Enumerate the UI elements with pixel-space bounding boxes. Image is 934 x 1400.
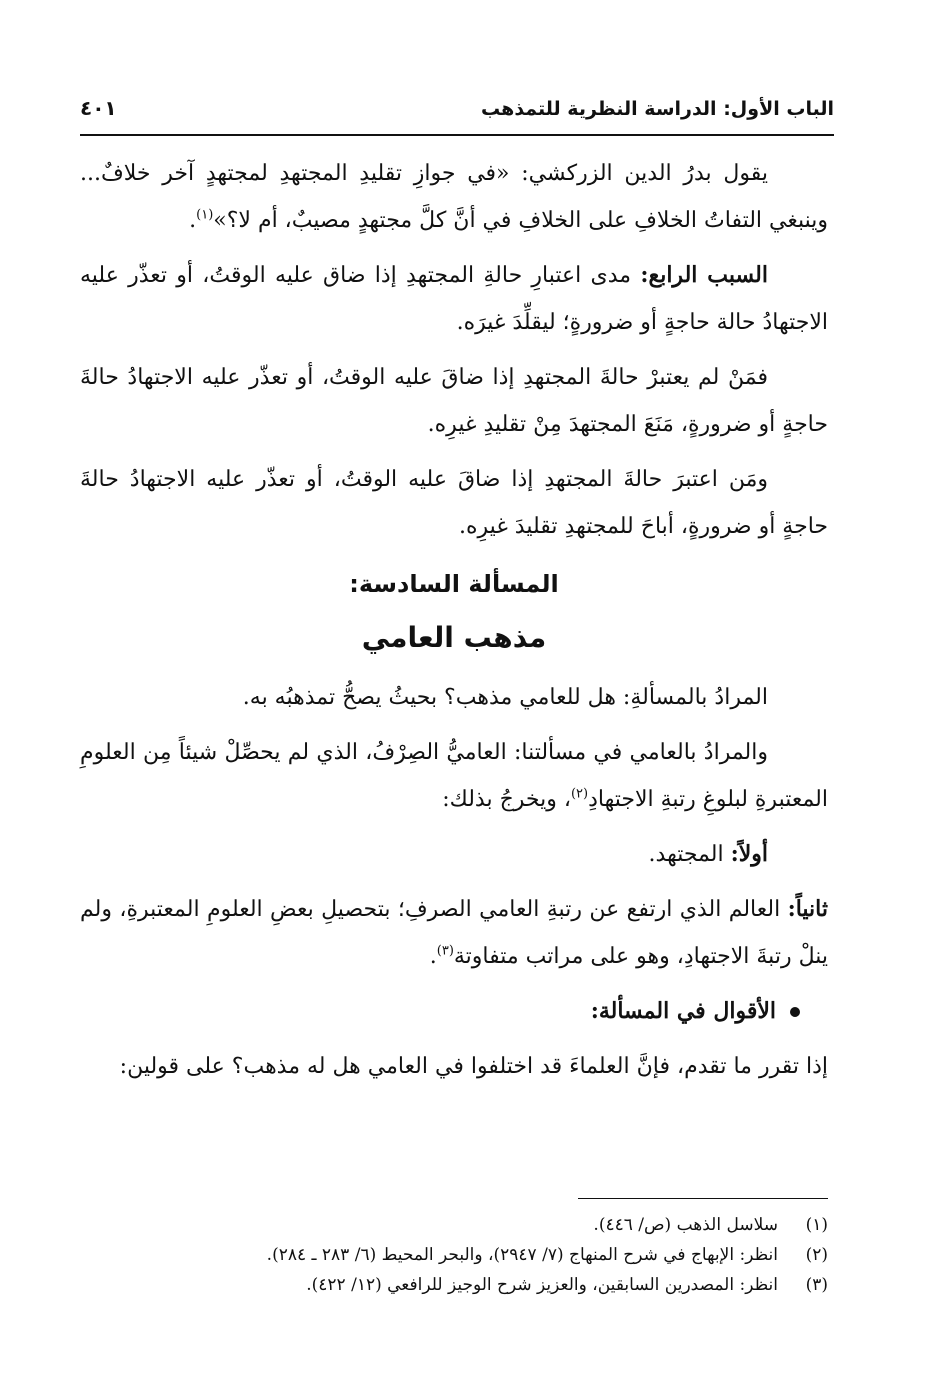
- paragraph-fourth-reason: [80, 252, 828, 346]
- paragraph-text: يقول بدرُ الدين الزركشي: «في جوازِ تقليدِ المجتهدِ لمجتهدٍ آخر خلافٌ... وينبغي التفاتُ الخلافِ على الخلافِ في أنَّ كلَّ مجتهدٍ مصيبٌ، أم لا؟»: [80, 161, 828, 233]
- paragraph-text: فمَنْ لم يعتبرْ حالةَ المجتهدِ إذا ضاقَ عليه الوقتُ، أو تعذّر عليه الاجتهادُ حالةَ حاجةٍ أو ضرورةٍ، مَنَعَ المجتهدَ مِنْ تقليدِ غيرِه.: [80, 365, 828, 437]
- footnote-ref-3: (٣): [436, 943, 454, 959]
- paragraph-first-exclusion: [80, 831, 828, 878]
- footnote-number: (٣): [805, 1275, 828, 1295]
- paragraph-text: مدى اعتبارِ حالةِ المجتهدِ إذا ضاق عليه الوقتُ، أو تعذّر عليه الاجتهادُ حالة حاجةٍ أو ضرورةٍ؛ ليقلِّدَ غيرَه.: [80, 263, 828, 335]
- bullet-heading-opinions: [80, 988, 828, 1035]
- bullet-text: الأقوال في المسألة:: [590, 998, 776, 1024]
- paragraph-text: ومَن اعتبرَ حالةَ المجتهدِ إذا ضاقَ عليه الوقتُ، أو تعذّر عليه الاجتهادُ حالةَ حاجةٍ أو ضرورةٍ، أباحَ للمجتهدِ تقليدَ غيرِه.: [80, 467, 828, 539]
- chapter-title: الباب الأول: الدراسة النظرية للتمذهب: [481, 98, 834, 120]
- paragraph-label: ثانياً:: [787, 896, 828, 922]
- section-number-heading: المسألة السادسة:: [349, 570, 559, 598]
- bullet-icon: [790, 1007, 800, 1017]
- paragraph-two-opinions: [80, 1043, 828, 1090]
- running-header: [80, 92, 834, 128]
- footnote-2: [80, 1240, 828, 1270]
- footnote-ref-2: (٢): [570, 786, 589, 802]
- footnote-3: [80, 1270, 828, 1300]
- paragraph-zarkashi-quote: يقول بدرُ الدين الزركشي: «في جوازِ تقليدِ المجتهدِ لمجتهدٍ آخر خلافٌ... وينبغي التفاتُ الخلافِ على الخلافِ في أنَّ كلَّ مجتهدٍ مصيبٌ، أم لا؟»$^{(١)}$.: [80, 161, 828, 233]
- paragraph-consideration: [80, 456, 828, 550]
- footnote-separator: [578, 1198, 828, 1199]
- section-title-heading: مذهب العامي: [361, 621, 547, 654]
- paragraph-text: العالم الذي ارتفع عن رتبةِ العامي الصرفِ؛ بتحصيلِ بعضِ العلومِ المعتبرةِ، ولم ينلْ رتبةَ الاجتهادِ، وهو على مراتب متفاوتة: [80, 897, 828, 969]
- paragraph-meaning-of-layman: [80, 729, 828, 823]
- page-number: ٤٠١: [80, 96, 117, 120]
- paragraph-text: إذا تقرر ما تقدم، فإنَّ العلماءَ قد اختلفوا في العامي هل له مذهب؟ على قولين:: [119, 1054, 828, 1079]
- footnote-number: (١): [805, 1215, 828, 1235]
- main-text: [80, 150, 828, 1098]
- paragraph-meaning-of-issue: [80, 674, 828, 721]
- footnote-number: (٢): [805, 1245, 828, 1265]
- paragraph-label: أولاً:: [730, 841, 768, 867]
- footnote-text: انظر: الإبهاج في شرح المنهاج (٧/ ٢٩٤٧)، والبحر المحيط (٦/ ٢٨٣ ـ ٢٨٤).: [266, 1245, 778, 1265]
- paragraph-label: السبب الرابع:: [640, 262, 768, 288]
- footnote-text: انظر: المصدرين السابقين، والعزيز شرح الوجيز للرافعي (١٢/ ٤٢٢).: [306, 1275, 778, 1295]
- paragraph-text: المرادُ بالمسألةِ: هل للعامي مذهب؟ بحيثُ يصحُّ تمذهبُه به.: [242, 685, 768, 710]
- paragraph-second-exclusion: ثانياً: العالم الذي ارتفع عن رتبةِ العامي الصرفِ؛ بتحصيلِ بعضِ العلومِ المعتبرةِ، ولم ينلْ رتبةَ الاجتهادِ، وهو على مراتب متفاوتة$^{(٣)}$.: [80, 896, 828, 969]
- paragraph-text: والمرادُ بالعامي في مسألتنا: العاميُّ الصِرْفُ، الذي لم يحصِّلْ شيئاً مِن العلومِ المعتبرةِ لبلوغِ رتبةِ الاجتهادِ: [80, 740, 828, 812]
- header-rule: [80, 134, 834, 136]
- footnote-text: سلاسل الذهب (ص/ ٤٤٦).: [593, 1215, 778, 1235]
- footnotes: [80, 1210, 828, 1300]
- footnote-1: [80, 1210, 828, 1240]
- paragraph-text: ، ويخرجُ بذلك:: [442, 787, 571, 812]
- footnote-ref-1: (١): [196, 207, 214, 223]
- paragraph-text: المجتهد.: [648, 842, 731, 867]
- paragraph-non-consideration: [80, 354, 828, 448]
